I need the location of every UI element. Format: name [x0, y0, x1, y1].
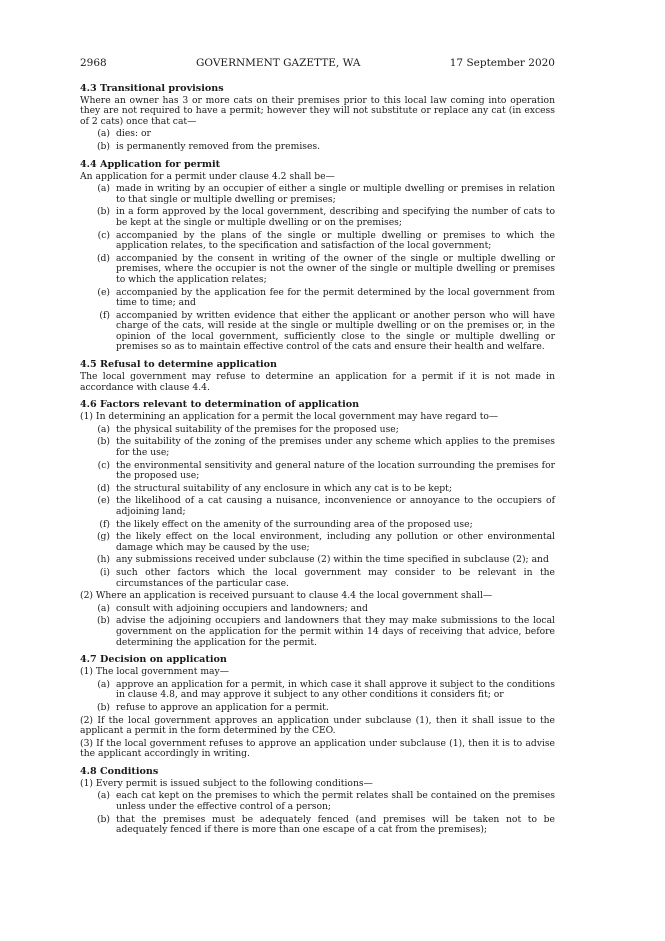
item-label: (b) [96, 140, 110, 152]
section-4-6-subclause-2: (2) Where an application is received pursuant to clause 4.4 the local government shall— [80, 590, 493, 602]
item-label: (a) [97, 423, 110, 435]
item-text: the suitability of the zoning of the premises under any scheme which applies to the premises for the use; [116, 436, 555, 459]
item-text: dies: or [116, 128, 151, 140]
item-text: refuse to approve an application for a permit. [116, 701, 329, 713]
section-4-7-subclause-2: (2) If the local government approves an application under subclause (1), then it shall issue to the applicant a permit in the form determined by the CEO. [80, 714, 555, 737]
item-text: the physical suitability of the premises for the proposed use; [116, 423, 399, 435]
item-label: (d) [96, 482, 110, 494]
list-item [80, 184, 555, 205]
section-heading-4-8: 4.8 Conditions [80, 765, 159, 777]
section-heading-4-5: 4.5 Refusal to determine application [80, 359, 278, 371]
list-item [80, 207, 555, 228]
item-label: (f) [99, 518, 110, 530]
item-text: that the premises must be adequately fenced (and premises will be taken not to be adequately fenced if there is more than one escape of a cat from the premises); [116, 813, 555, 836]
section-4-7-subclause-1: (1) The local government may— [80, 666, 229, 678]
list-item [80, 520, 555, 531]
list-item [80, 142, 555, 153]
item-label: (a) [97, 128, 110, 140]
item-label: (e) [97, 495, 110, 507]
list-item [80, 484, 555, 495]
gazette-title: GOVERNMENT GAZETTE, WA [196, 57, 361, 69]
list-item [80, 288, 555, 309]
list-item [80, 231, 555, 252]
list-item [80, 254, 555, 286]
section-4-8-subclause-1: (1) Every permit is issued subject to the following conditions— [80, 777, 373, 789]
item-text: the likely effect on the amenity of the surrounding area of the proposed use; [116, 518, 473, 530]
list-item [80, 555, 555, 566]
section-4-5-intro: The local government may refuse to determine an application for a permit if it is not made in accordance with clause 4.4. [80, 371, 555, 393]
item-label: (d) [96, 252, 110, 264]
page-header [80, 58, 555, 69]
list-item [80, 496, 555, 517]
item-label: (h) [96, 554, 110, 566]
item-label: (e) [97, 286, 110, 298]
gazette-date: 17 September 2020 [449, 57, 555, 69]
item-text: any submissions received under subclause (2) within the time specified in subclause (2); and [116, 554, 549, 566]
list-item [80, 680, 555, 701]
item-label: (a) [97, 602, 110, 614]
item-text: accompanied by the consent in writing of the owner of the single or multiple dwelling or premises, where the occupier is not the owner of the single or multiple dwelling or premises to which the application relates; [116, 252, 555, 285]
list-item [80, 604, 555, 615]
item-label: (c) [97, 459, 110, 471]
list-item [80, 791, 555, 812]
list-item [80, 425, 555, 436]
list-item [80, 568, 555, 589]
item-text: approve an application for a permit, in which case it shall approve it subject to the conditions in clause 4.8, and may approve it subject to any other conditions it considers fit; or [116, 678, 555, 701]
page-number: 2968 [80, 57, 107, 69]
item-text: such other factors which the local government may consider to be relevant in the circumstances of the particular case. [116, 566, 555, 589]
section-heading-4-3: 4.3 Transitional provisions [80, 82, 224, 94]
item-label: (a) [97, 183, 110, 195]
item-label: (b) [96, 701, 110, 713]
section-4-6-subclause-1: (1) In determining an application for a permit the local government may have regard to— [80, 411, 499, 423]
item-text: the structural suitability of any enclosure in which any cat is to be kept; [116, 482, 452, 494]
list-item [80, 703, 555, 714]
section-heading-4-7: 4.7 Decision on application [80, 654, 227, 666]
item-label: (b) [96, 813, 110, 825]
item-label: (b) [96, 615, 110, 627]
section-4-3-intro: Where an owner has 3 or more cats on their premises prior to this local law coming into operation they are not required to have a permit; however they will not substitute or replace any cat (in excess of 2 cats) once that cat— [80, 94, 555, 127]
item-text: the likely effect on the local environment, including any pollution or other environmental damage which may be caused by the use; [116, 531, 555, 553]
section-heading-4-6: 4.6 Factors relevant to determination of application [80, 399, 360, 411]
item-text: the likelihood of a cat causing a nuisance, inconvenience or annoyance to the occupiers of adjoining land; [116, 495, 555, 517]
item-label: (b) [96, 206, 110, 218]
list-item [80, 311, 555, 353]
item-text: advise the adjoining occupiers and landowners that they may make submissions to the local government on the application for the permit within 14 days of receiving that advice, before determining the application for the permit. [116, 615, 555, 648]
item-label: (c) [97, 229, 110, 241]
item-text: is permanently removed from the premises. [116, 140, 321, 152]
item-label: (a) [97, 678, 110, 690]
list-item [80, 461, 555, 482]
item-text: accompanied by written evidence that either the applicant or another person who will have charge of the cats, will reside at the single or multiple dwelling or on the premises or, in the opinion of the local government, sufficiently close to the single or multiple dwelling or premises so as to maintain effective control of the cats and ensure their health and welfare. [116, 309, 555, 353]
list-item [80, 815, 555, 836]
item-text: in a form approved by the local government, describing and specifying the number of cats to be kept at the single or multiple dwelling or on the premises; [116, 206, 555, 228]
item-text: accompanied by the application fee for the permit determined by the local government from time to time; and [116, 286, 555, 309]
section-4-7-subclause-3: (3) If the local government refuses to approve an application under subclause (1), then it is to advise the applicant accordingly in writing. [80, 737, 555, 760]
section-heading-4-4: 4.4 Application for permit [80, 158, 221, 170]
item-text: made in writing by an occupier of either a single or multiple dwelling or premises in relation to that single or multiple dwelling or premises; [116, 183, 555, 205]
list-item [80, 129, 555, 140]
item-text: accompanied by the plans of the single or multiple dwelling or premises to which the application relates, to the specification and satisfaction of the local government; [116, 229, 555, 252]
item-text: consult with adjoining occupiers and landowners; and [116, 602, 368, 614]
list-item [80, 616, 555, 648]
item-text: the environmental sensitivity and general nature of the location surrounding the premises for the proposed use; [116, 459, 555, 482]
item-label: (f) [99, 309, 110, 321]
section-4-4-intro: An application for a permit under clause 4.2 shall be— [80, 170, 335, 182]
item-text: each cat kept on the premises to which the permit relates shall be contained on the premises unless under the effective control of a person; [116, 790, 555, 813]
item-label: (a) [97, 790, 110, 802]
item-label: (g) [96, 531, 110, 543]
list-item [80, 437, 555, 458]
list-item [80, 532, 555, 553]
item-label: (b) [96, 436, 110, 448]
item-label: (i) [99, 566, 110, 578]
